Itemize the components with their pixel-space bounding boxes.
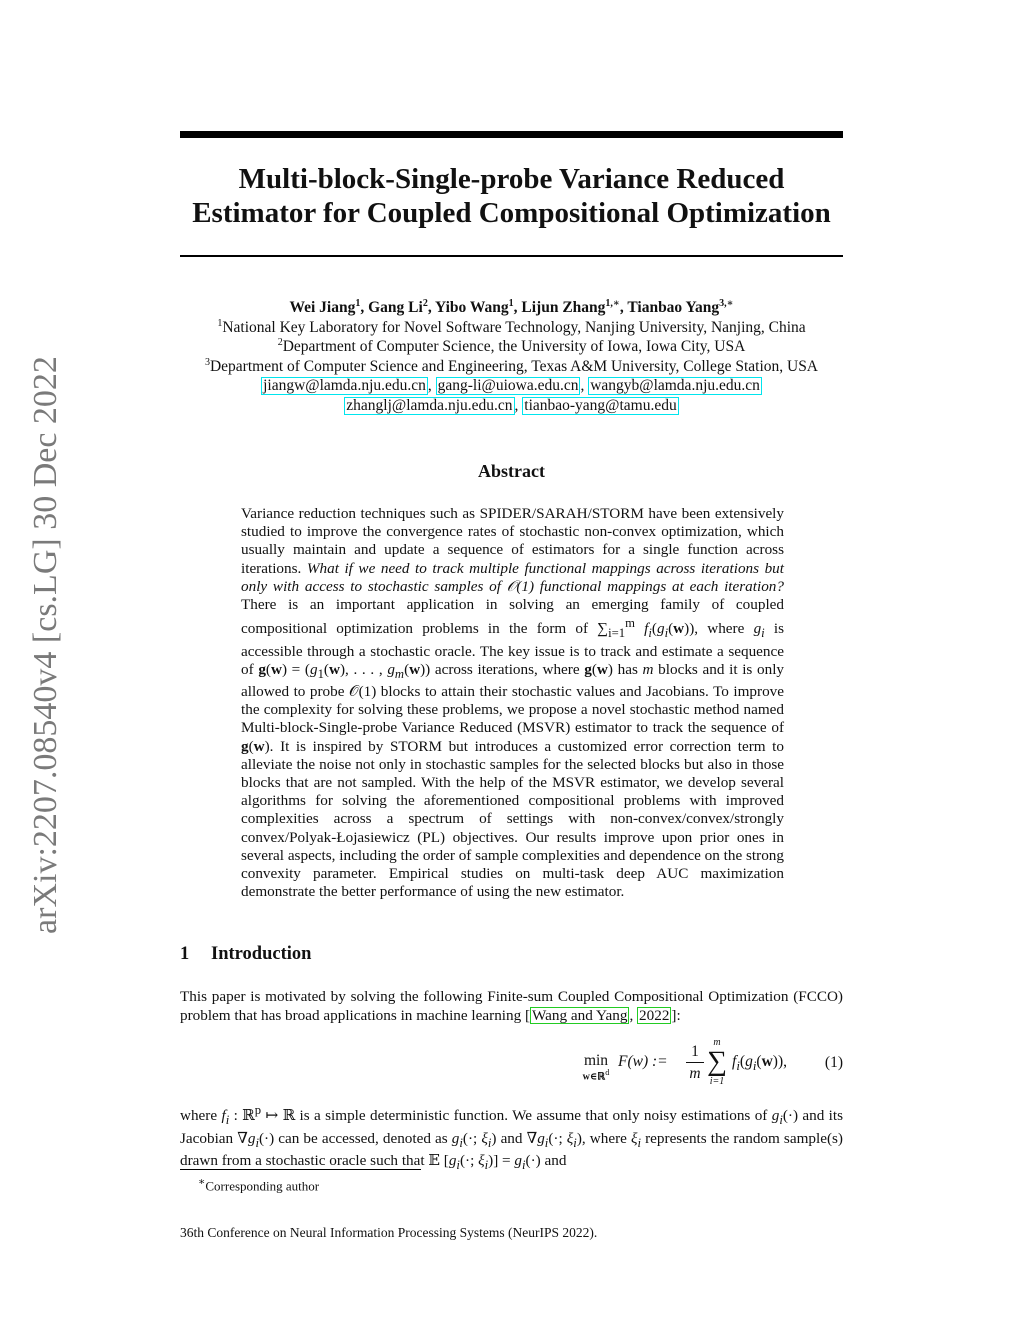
author: Tianbao Yang (627, 299, 720, 316)
equation-lhs: F(w) := (618, 1053, 668, 1070)
paper-title (180, 162, 843, 230)
author-sup: 1 (508, 297, 514, 309)
author: Wei Jiang (289, 299, 356, 316)
author: Gang Li (368, 299, 423, 316)
title-line-2: Estimator for Coupled Compositional Optimization (192, 197, 831, 229)
email-link[interactable]: jiangw@lamda.nju.edu.cn (263, 377, 426, 394)
equation-1 (180, 1038, 843, 1094)
author-names: Wei Jiang$^1$, Gang Li$^2$, Yibo Wang$^1$, Lijun Zhang$^{1,∗}$, Tianbao Yang$^{3,∗}$ (289, 297, 734, 316)
author-sup: 2 (422, 297, 428, 309)
email-link[interactable]: wangyb@lamda.nju.edu.cn (590, 377, 760, 394)
section-heading (180, 944, 311, 965)
email-link[interactable]: gang-li@uiowa.edu.cn (437, 377, 579, 394)
title-bottom-rule (180, 255, 843, 257)
author: Lijun Zhang (521, 299, 606, 316)
author-sup: 3,∗ (719, 297, 734, 309)
title-line-1: Multi-block-Single-probe Variance Reduced (238, 163, 785, 195)
email-line: zhanglj@lamda.nju.edu.cn , tianbao-yang@tamu.edu (346, 396, 677, 414)
email-link[interactable]: zhanglj@lamda.nju.edu.cn (346, 396, 513, 414)
affiliation: $^3$Department of Computer Science and Engineering, Texas A&M University, College Station, USA (204, 356, 819, 375)
email-line: jiangw@lamda.nju.edu.cn , gang-li@uiowa.edu.cn , wangyb@lamda.nju.edu.cn (263, 377, 760, 394)
affiliation: $^1$National Key Laboratory for Novel Software Technology, Nanjing University, Nanjing, China (217, 317, 806, 336)
equation-summand: $f_i(g_i(w))$, (732, 1053, 787, 1074)
abstract-heading: Abstract (478, 461, 545, 481)
venue-note: 36th Conference on Neural Information Processing Systems (NeurIPS 2022). (180, 1225, 598, 1240)
email-link[interactable]: tianbao-yang@tamu.edu (524, 396, 677, 414)
footnote: ∗Corresponding author (198, 1176, 320, 1194)
section-number: 1 (180, 944, 190, 964)
intro-paragraph: This paper is motivated by solving the following Finite-sum Coupled Compositional Optimization (FCCO) problem that has broad applications in machine learning [ Wang and Yang , 2022 ]: (180, 988, 843, 1024)
author-sup: 1 (355, 297, 361, 309)
author: Yibo Wang (435, 299, 509, 316)
arxiv-identifier: arXiv:2207.08540v4 [cs.LG] 30 Dec 2022 (27, 356, 64, 934)
affiliation: $^2$Department of Computer Science, the University of Iowa, Iowa City, USA (277, 336, 746, 355)
equation-number: (1) (824, 1054, 843, 1071)
equation-fraction: $\frac{1}{m}$ (686, 1042, 704, 1085)
equation-sum: m ∑ i=1 (707, 1037, 727, 1087)
citation-link[interactable]: Wang and Yang (532, 1007, 628, 1024)
citation-year-link[interactable]: 2022 (639, 1007, 670, 1024)
body-paragraph: where $f_i$ : ℝ$^p$ ↦ ℝ is a simple deterministic function. We assume that only noisy estimations of $g_i(\cdot)$ and its Jacobian $\nabla g_i(\cdot)$ can be accessed, denoted as $g_i(\cdot$; $\xi_i$) and $\nabla g_i(\cdot$; $\xi_i$), where $\xi_i$ represents the random sample(s) drawn from a stochastic oracle such that 𝔼 [$g_i(\cdot$; $\xi_i)] = g_i(\cdot)$ and (180, 1103, 844, 1173)
equation-min: min w∈ℝ$^d$ (582, 1052, 610, 1083)
footnote-rule (180, 1169, 421, 1170)
author-block (180, 298, 843, 415)
author-sup: 1,∗ (605, 297, 620, 309)
section-title: Introduction (211, 944, 312, 964)
abstract-text: Variance reduction techniques such as SPIDER/SARAH/STORM have been extensively studied to improve the convergence rates of stochastic non-convex optimization, which usually maintain and update a sequence of estimators for a single function across iterations. What if we need to track multiple functional mappings across iterations but only with access to stochastic samples of 𝒪(1) functional mappings at each iteration? There is an important application in solving an emerging family of coupled compositional optimization problems in the form of $\sum_{i=1}^m$ $f_i(g_i(w))$, where $g_i$ is accessible through a stochastic oracle. The key issue is to track and estimate a sequence of $g(w) = (g_1(w)$, . . . , $g_m(w)$) across iterations, where g(w) has m blocks and it is only allowed to probe 𝒪(1) blocks to attain their stochastic values and Jacobians. To improve the complexity for solving these problems, we propose a novel stochastic method named Multi-block-Single-probe Variance Reduced (MSVR) estimator to track the sequence of g(w). It is inspired by STORM but introduces a customized error correction term to alleviate the noise not only in stochastic samples for the selected blocks but also in those blocks that are not sampled. With the help of the MSVR estimator, we develop several algorithms for solving the aforementioned compositional problems with improved complexities across a spectrum of settings with non-convex/convex/strongly convex/Polyak-Łojasiewicz (PL) objectives. Our results improve upon prior ones in several aspects, including the order of sample complexities and dependence on the strong convexity parameter. Empirical studies on multi-task deep AUC maximization demonstrate the better performance of using the new estimator. (241, 505, 785, 901)
title-top-rule (180, 131, 843, 138)
